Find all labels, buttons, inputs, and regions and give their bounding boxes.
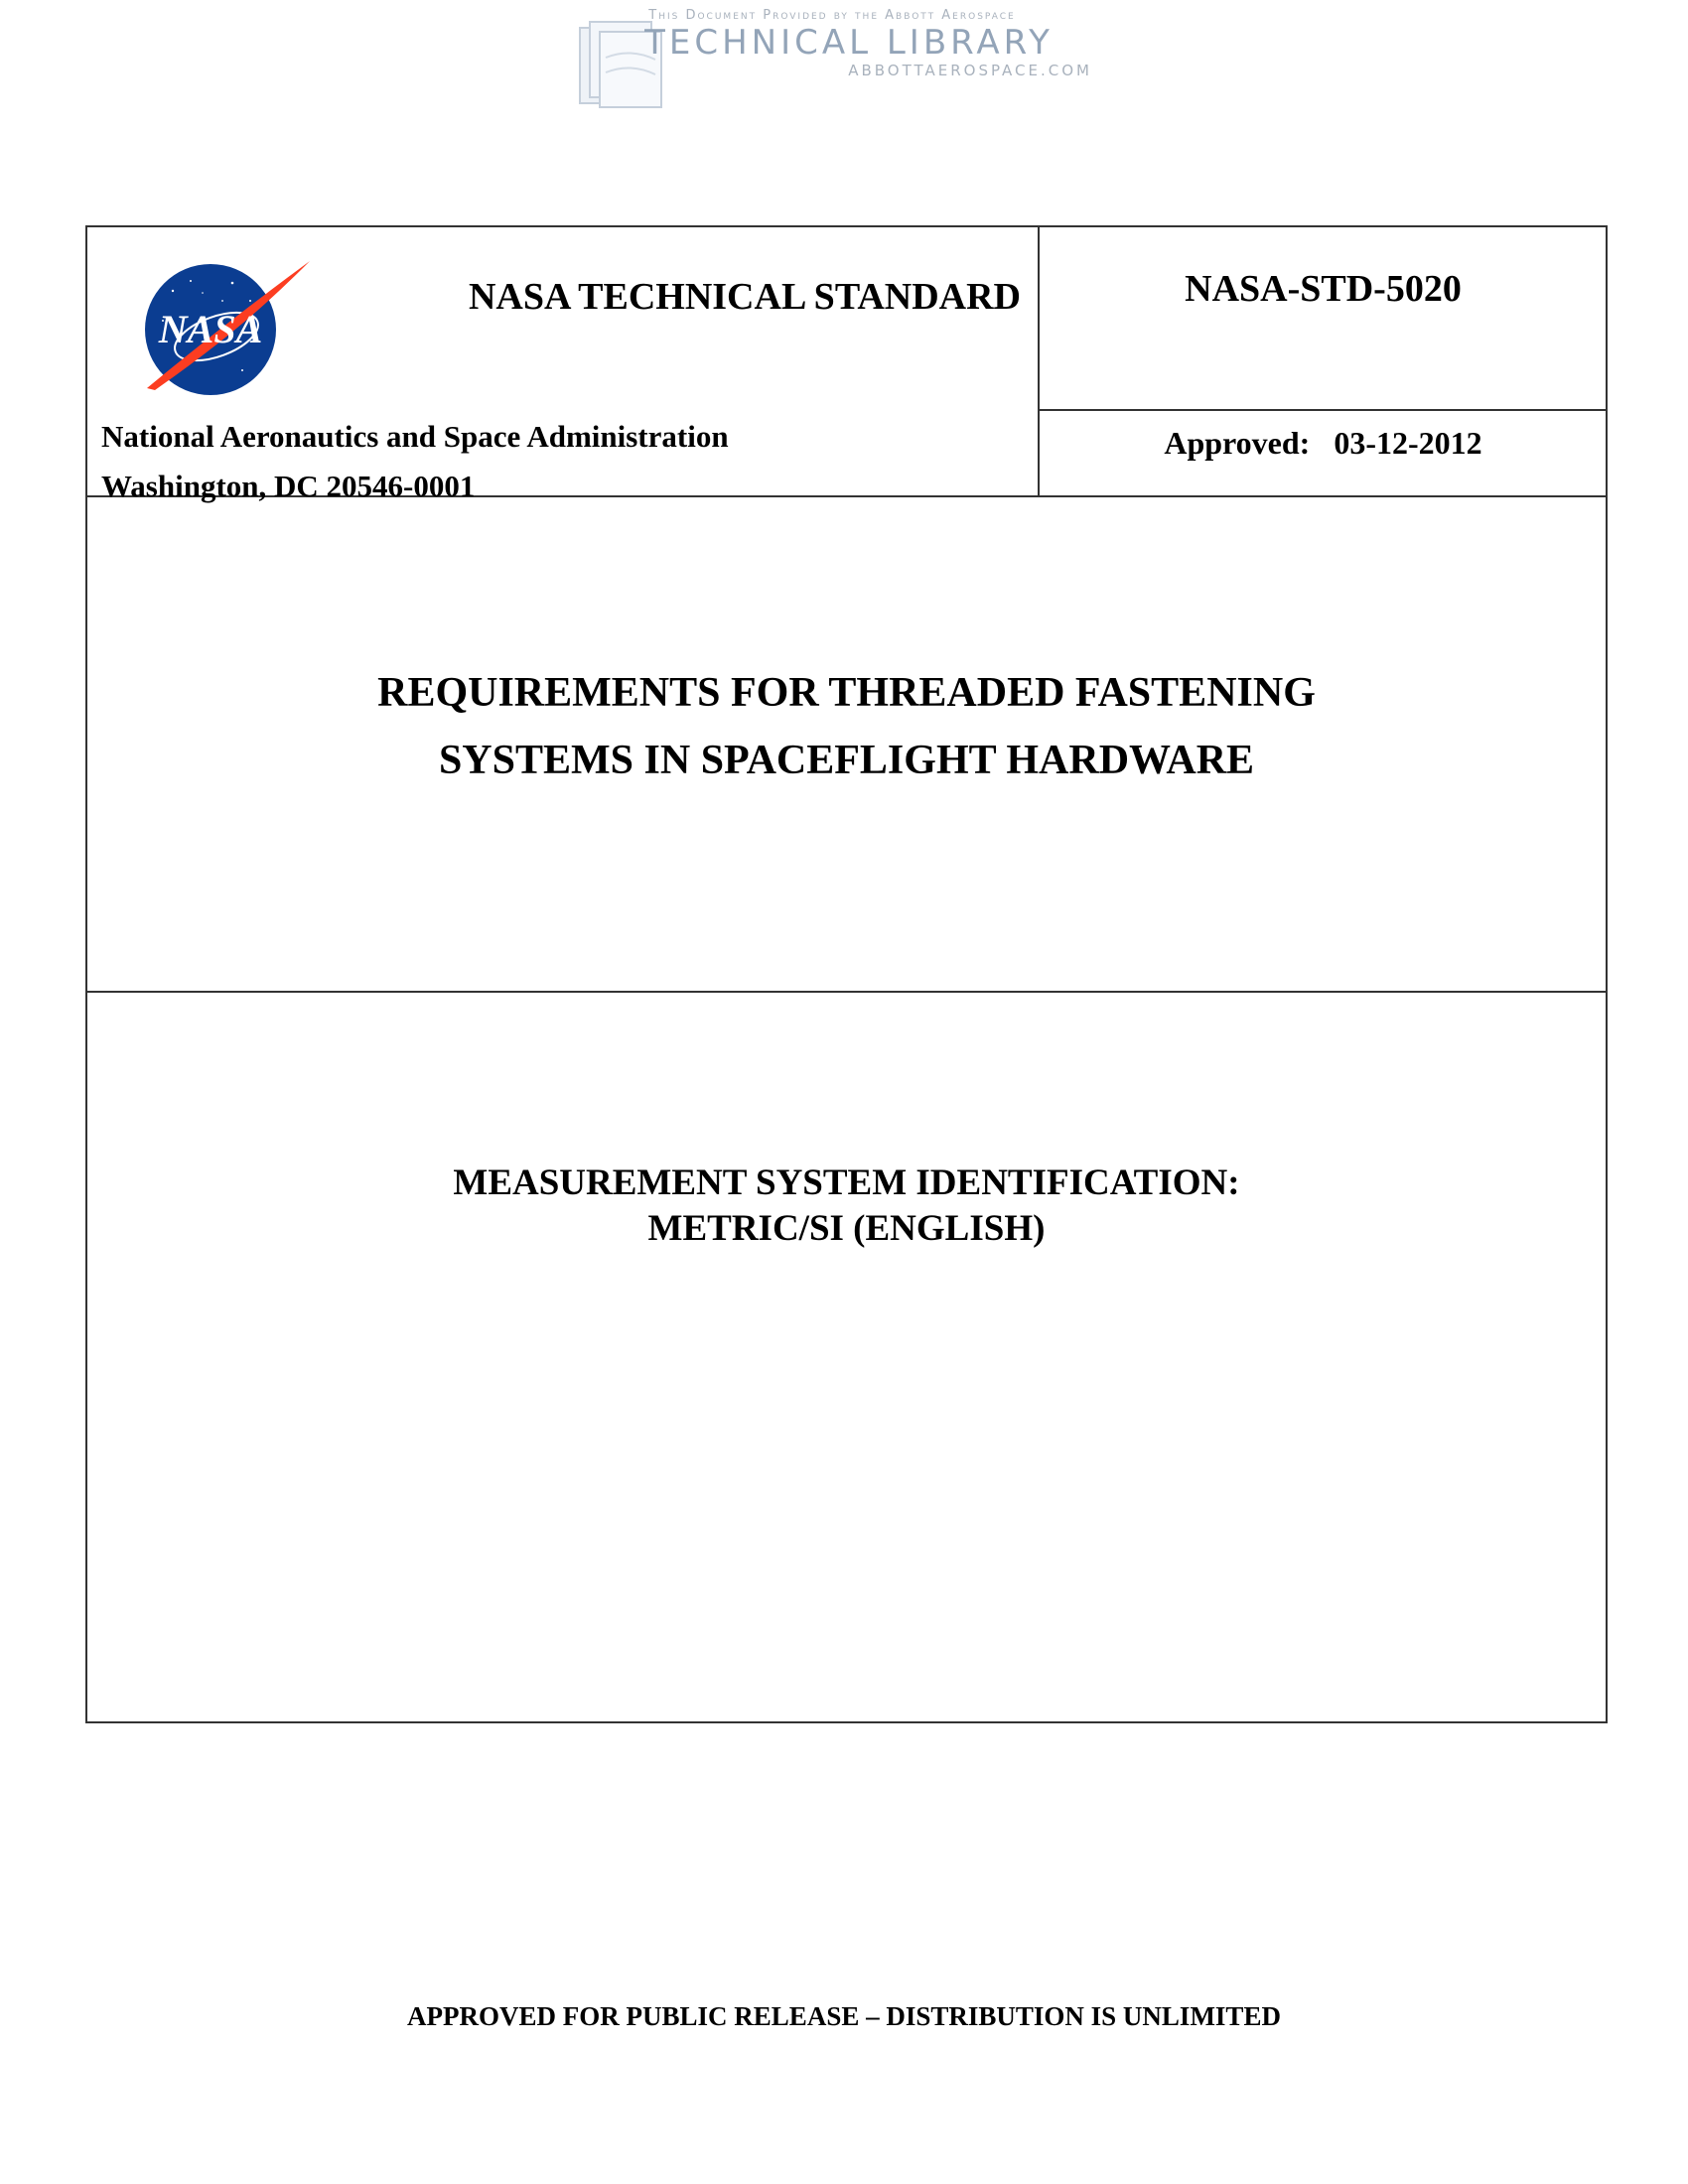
section-divider-2 — [87, 991, 1606, 993]
approval-line — [1039, 409, 1608, 495]
document-title — [87, 659, 1606, 794]
document-title-line-2: SYSTEMS IN SPACEFLIGHT HARDWARE — [438, 738, 1255, 783]
watermark-provider-text: This Document Provided by the Abbott Aerospace — [648, 8, 1016, 23]
agency-block — [101, 412, 729, 511]
agency-address: Washington, DC 20546-0001 — [101, 469, 476, 503]
release-statement: APPROVED FOR PUBLIC RELEASE – DISTRIBUTION IS UNLIMITED — [407, 2001, 1281, 2031]
nasa-logo — [133, 251, 312, 400]
measurement-system-value: METRIC/SI (ENGLISH) — [647, 1208, 1046, 1249]
watermark-banner — [556, 4, 1092, 113]
approved-label: Approved: — [1164, 425, 1311, 461]
document-number: NASA-STD-5020 — [1185, 268, 1462, 310]
cover-frame — [85, 225, 1608, 1723]
document-title-line-1: REQUIREMENTS FOR THREADED FASTENING — [377, 670, 1316, 716]
agency-name: National Aeronautics and Space Administration — [101, 419, 729, 454]
measurement-system-label: MEASUREMENT SYSTEM IDENTIFICATION: — [453, 1162, 1240, 1203]
measurement-system — [87, 1160, 1606, 1252]
approved-date: 03-12-2012 — [1334, 425, 1482, 461]
watermark-url-text: ABBOTTAEROSPACE.COM — [848, 62, 1092, 79]
nasa-logo-text: NASA — [158, 307, 263, 351]
standard-type-heading: NASA TECHNICAL STANDARD — [468, 276, 1021, 318]
watermark-library-text: TECHNICAL LIBRARY — [644, 23, 1054, 63]
